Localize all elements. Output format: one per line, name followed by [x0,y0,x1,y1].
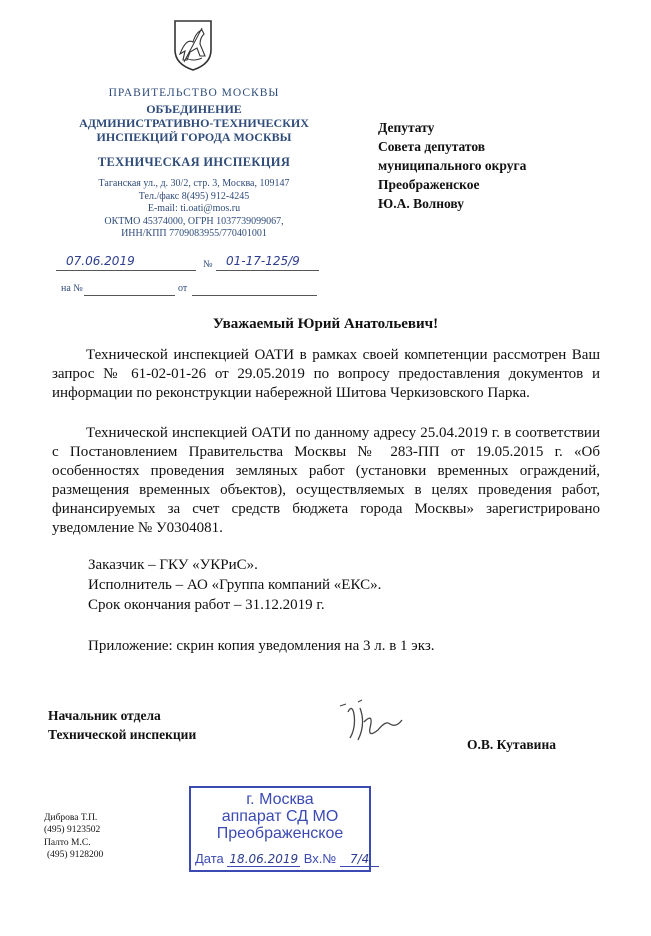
attachment-line: Приложение: скрин копия уведомления на 3 л. в 1 экз. [88,638,435,654]
outgoing-number: 01-17-125/9 [226,254,300,268]
stamp-office: аппарат СД МО [221,808,339,825]
organization-line-3: ИНСПЕКЦИЙ ГОРОДА МОСКВЫ [96,130,292,144]
paragraph-2 [52,424,600,538]
tax-codes: ИНН/КПП 7709083955/770401001 [121,228,267,240]
paragraph-1-text: Технической инспекцией ОАТИ в рамках своей компетенции рассмотрен Ваш запрос № 61-02-01-26 от 29.05.2019 по вопросу предоставления документов и информации по реконструкции набережной Шитова Черкизовского Парка. [52,347,600,401]
signatory-title [48,706,196,744]
deadline-line: Срок окончания работ – 31.12.2019 г. [88,597,325,613]
contractor-line: Исполнитель – АО «Группа компаний «ЕКС». [88,577,382,593]
signatory-title-line-2: Технической инспекции [48,727,197,742]
stamp-city: г. Москва [246,791,314,808]
addressee-line-5: Ю.А. Волнову [378,196,464,211]
government-name: ПРАВИТЕЛЬСТВО МОСКВЫ [108,87,280,99]
stamp-date-value: 18.06.2019 [229,852,299,866]
executor-2-name: Палто М.С. [44,837,91,848]
stamp-date-label: Дата [195,851,224,866]
customer-line: Заказчик – ГКУ «УКРиС». [88,557,258,573]
reference-from-label: от [178,283,188,294]
greeting: Уважаемый Юрий Анатольевич! [212,316,439,332]
addressee-block [378,118,526,213]
moscow-coat-of-arms-icon [172,18,214,72]
addressee-line-1: Депутату [378,120,435,135]
executor-2-phone: (495) 9128200 [47,849,104,860]
executors-block [44,812,103,861]
stamp-district: Преображенское [216,825,344,842]
addressee-line-3: муниципального округа [378,158,527,173]
addressee-line-4: Преображенское [378,177,480,192]
reference-underline [84,295,175,296]
reference-label: на № [61,283,83,294]
phone-text: Тел./факс 8(495) 912-4245 [138,190,250,202]
signatory-title-line-1: Начальник отдела [48,708,161,723]
signatory-name: О.В. Кутавина [467,737,556,752]
date-underline [56,270,196,271]
organization-name [44,102,344,144]
address-text: Таганская ул., д. 30/2, стр. 3, Москва, 109147 [98,178,290,189]
paragraph-2-text: Технической инспекцией ОАТИ по данному адресу 25.04.2019 г. в соответствии с Постановлением Правительства Москвы № 283-ПП от 19.05.2015 г. «Об особенностях проведения земляных работ (установки временных ограждений, размещения временных объектов), осуществляемых в целях проведения работ, финансируемых за счет средств бюджета города Москвы» зарегистрировано уведомление № У0304081. [52,425,600,536]
registration-stamp [189,786,371,872]
stamp-date-row [195,851,379,866]
registration-codes: ОКТМО 45374000, ОГРН 1037739099067, [104,215,284,227]
organization-line-1: ОБЪЕДИНЕНИЕ [146,102,242,116]
paragraph-1 [52,346,600,403]
outgoing-date: 07.06.2019 [66,254,135,268]
department-name: ТЕХНИЧЕСКАЯ ИНСПЕКЦИЯ [97,155,291,169]
number-underline [216,270,319,271]
addressee-line-2: Совета депутатов [378,139,486,154]
number-label: № [203,259,213,270]
executor-1-name: Диброва Т.П. [44,813,98,823]
stamp-in-value: 7/4 [340,852,379,867]
organization-line-2: АДМИНИСТРАТИВНО-ТЕХНИЧЕСКИХ [79,116,309,130]
stamp-in-label: Вх.№ [303,851,337,866]
reference-date-underline [192,295,317,296]
executor-1-phone: (495) 9123502 [44,825,101,836]
handwritten-signature [330,694,420,754]
contact-block [44,178,344,241]
email-text: E-mail: ti.oati@mos.ru [147,203,241,215]
